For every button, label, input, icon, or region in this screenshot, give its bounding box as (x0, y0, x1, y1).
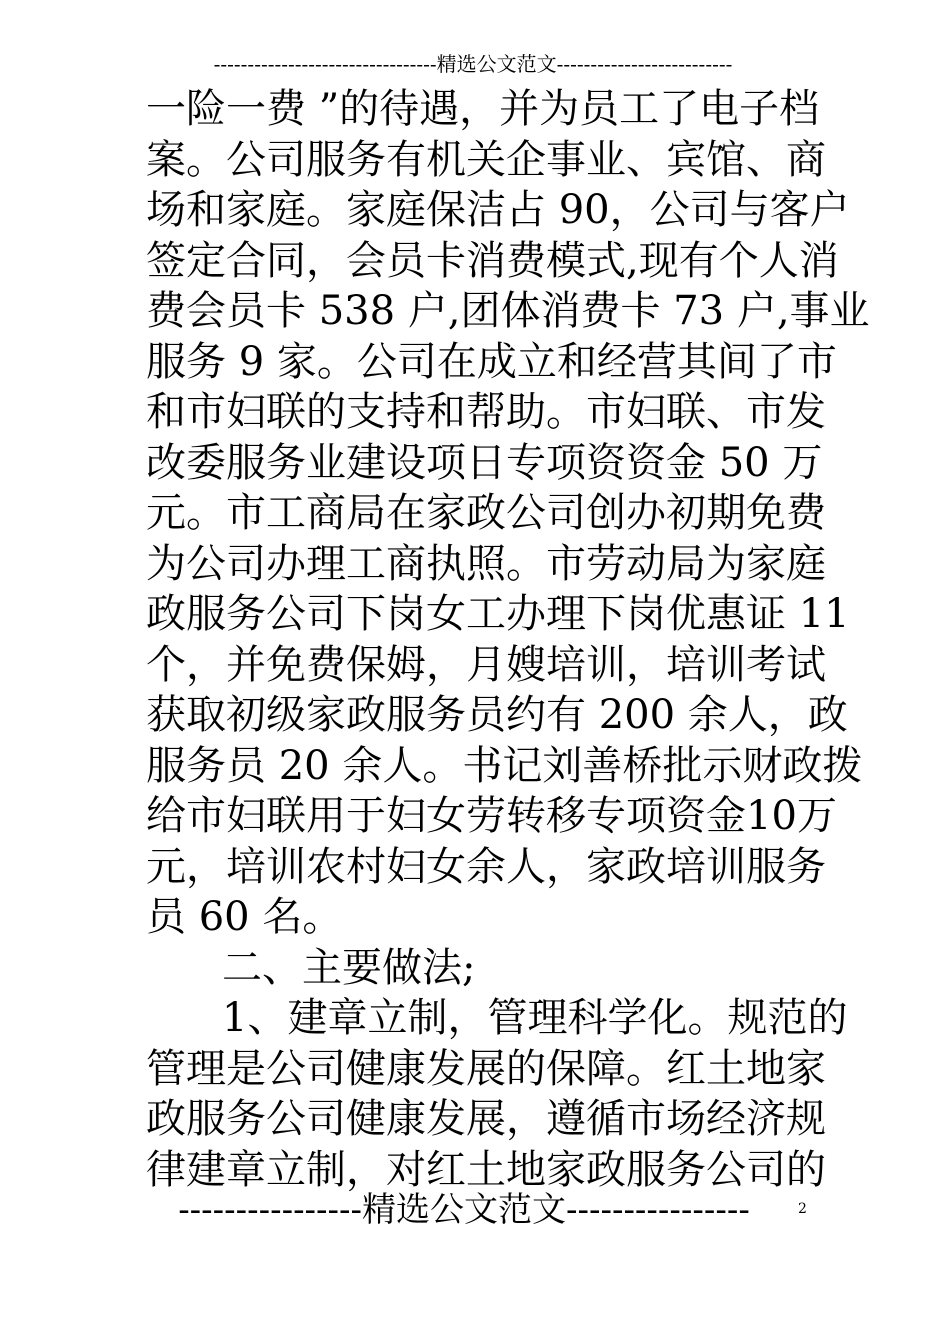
text-line: 服务 9 家。公司在成立和经营其间了市 (146, 338, 837, 385)
text-line: 政服务公司健康发展，遵循市场经济规 (146, 1096, 826, 1142)
text-line: 一险一费 ”的待遇，并为员工了电子档 (146, 86, 820, 132)
text-line: 元，培训农村妇女余人，家政培训服务 (146, 843, 826, 890)
text-line: 1、建章立制，管理科学化。规范的 (222, 995, 848, 1041)
text-line: 费会员卡 538 户,团体消费卡 73 户,事业 (146, 288, 870, 334)
text-line: 和市妇联的支持和帮助。市妇联、市发 (146, 389, 826, 435)
text-line: 政服务公司下岗女工办理下岗优惠证 11 (146, 591, 850, 637)
text-line: 为公司办理工商执照。市劳动局为家庭 (146, 540, 826, 587)
section-heading: 二、主要做法; (222, 944, 476, 991)
text-line: 管理是公司健康发展的保障。红土地家 (146, 1045, 826, 1092)
document-body (146, 84, 870, 1195)
text-line: 律建章立制，对红土地家政服务公司的 (146, 1146, 826, 1193)
text-line: 员 60 名。 (146, 894, 343, 940)
text-line: 给市妇联用于妇女劳转移专项资金10万 (146, 793, 837, 839)
text-line: 获取初级家政服务员约有 200 余人，政 (146, 692, 848, 738)
text-line: 服务员 20 余人。书记刘善桥批示财政拨 (146, 742, 863, 789)
text-line: 案。公司服务有机关企事业、宾馆、商 (146, 136, 826, 183)
text-line: 个，并免费保姆，月嫂培训，培训考试 (146, 641, 826, 688)
page-header: ---------------------------------精选公文范文-------------------------- (213, 52, 733, 76)
page-footer: ----------------精选公文范文---------------- (178, 1190, 750, 1230)
text-line: 改委服务业建设项日专项资资金 50 万 (146, 439, 823, 486)
text-line: 元。市工商局在家政公司创办初期免费 (146, 490, 826, 536)
text-line: 签定合同，会员卡消费模式,现有个人消 (146, 237, 839, 284)
text-line: 场和家庭。家庭保洁占 90，公司与客户 (146, 187, 850, 233)
page-number: 2 (798, 1201, 807, 1217)
